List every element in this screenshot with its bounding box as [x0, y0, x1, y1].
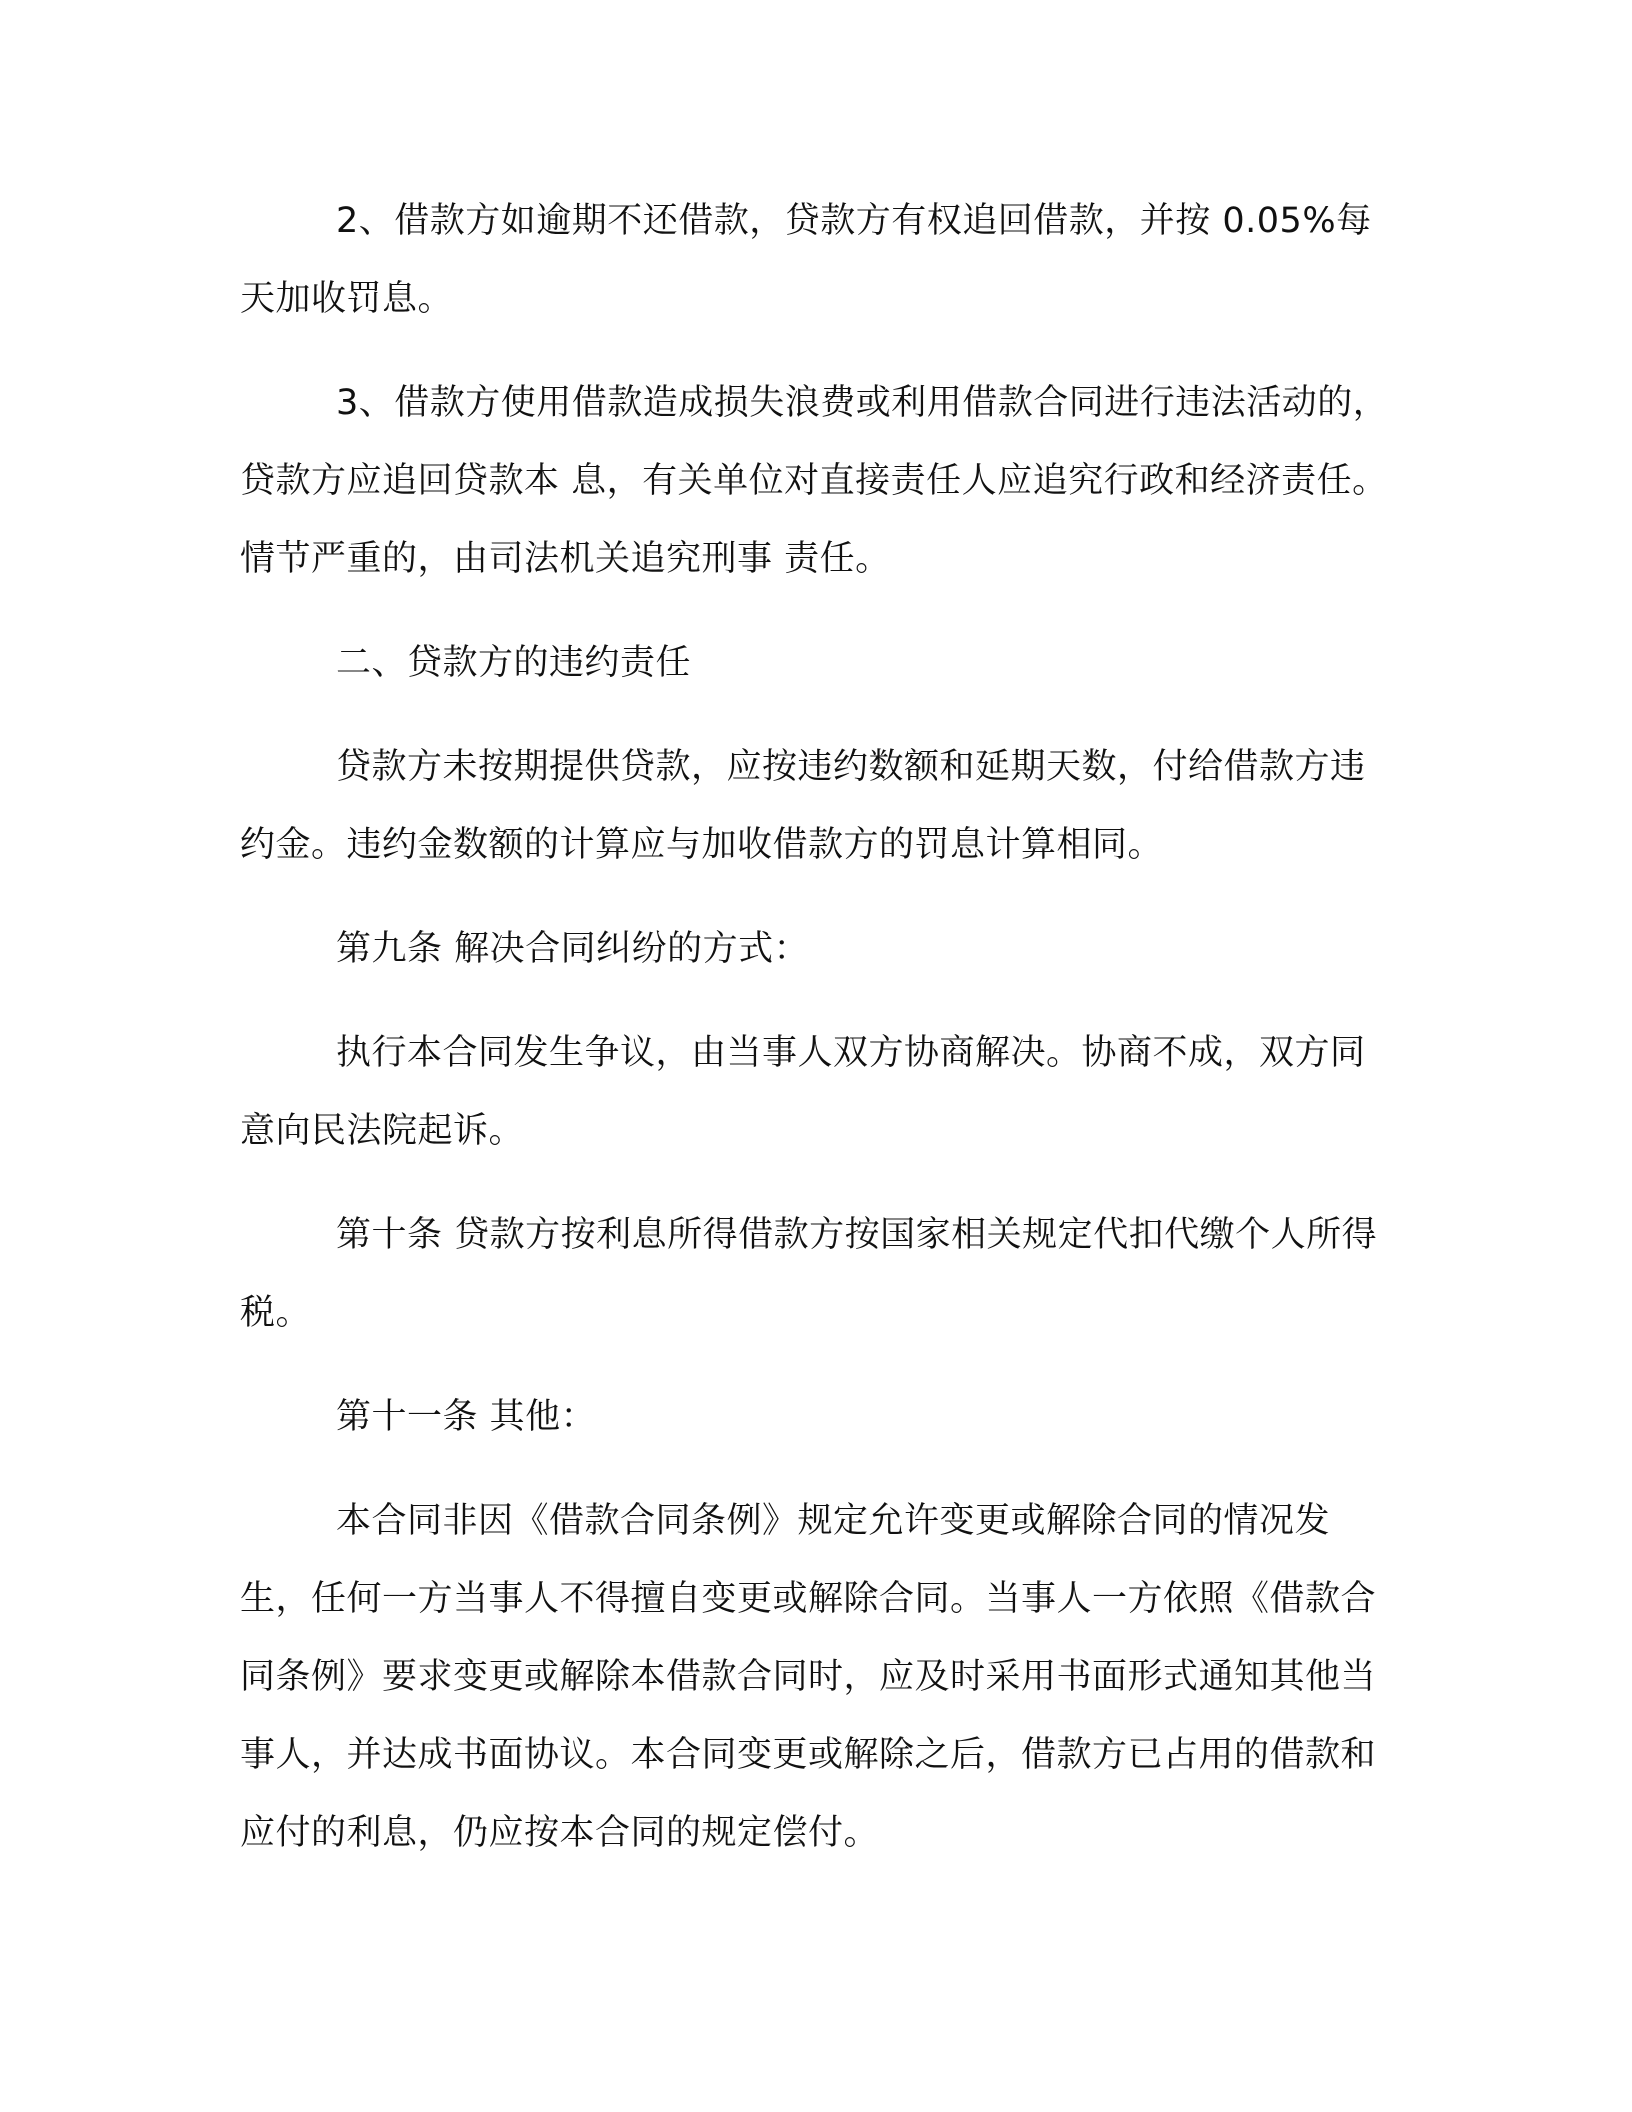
article-nine-heading: 第九条 解决合同纠纷的方式： [336, 929, 810, 969]
clause-dispute-resolution: 执行本合同发生争议，由当事人双方协商解决。协商不成，双方同意向民法院起诉。 [240, 1033, 1366, 1151]
clause-lender-breach: 贷款方未按期提供贷款，应按违约数额和延期天数，付给借款方违约金。违约金数额的计算应与加收借款方的罚息计算相同。 [240, 747, 1366, 865]
article-ten: 第十条 贷款方按利息所得借款方按国家相关规定代扣代缴个人所得税。 [240, 1215, 1378, 1333]
clause-overdue-penalty: 2、借款方如逾期不还借款，贷款方有权追回借款，并按 0.05%每天加收罚息。 [240, 201, 1372, 319]
document-body [240, 182, 1390, 1872]
clause-misuse-liability: 3、借款方使用借款造成损失浪费或利用借款合同进行违法活动的，贷款方应追回贷款本 息，有关单位对直接责任人应追究行政和经济责任。情节严重的，由司法机关追究刑事 责任。 [240, 383, 1389, 579]
clause-other-provisions: 本合同非因《借款合同条例》规定允许变更或解除合同的情况发生，任何一方当事人不得擅自变更或解除合同。当事人一方依照《借款合同条例》要求变更或解除本借款合同时，应及时采用书面形式通知其他当事人，并达成书面协议。本合同变更或解除之后，借款方已占用的借款和应付的利息，仍应按本合同的规定偿付。 [240, 1501, 1377, 1853]
article-eleven-heading: 第十一条 其他： [336, 1397, 597, 1437]
section-heading-lender-breach: 二、贷款方的违约责任 [336, 643, 692, 683]
